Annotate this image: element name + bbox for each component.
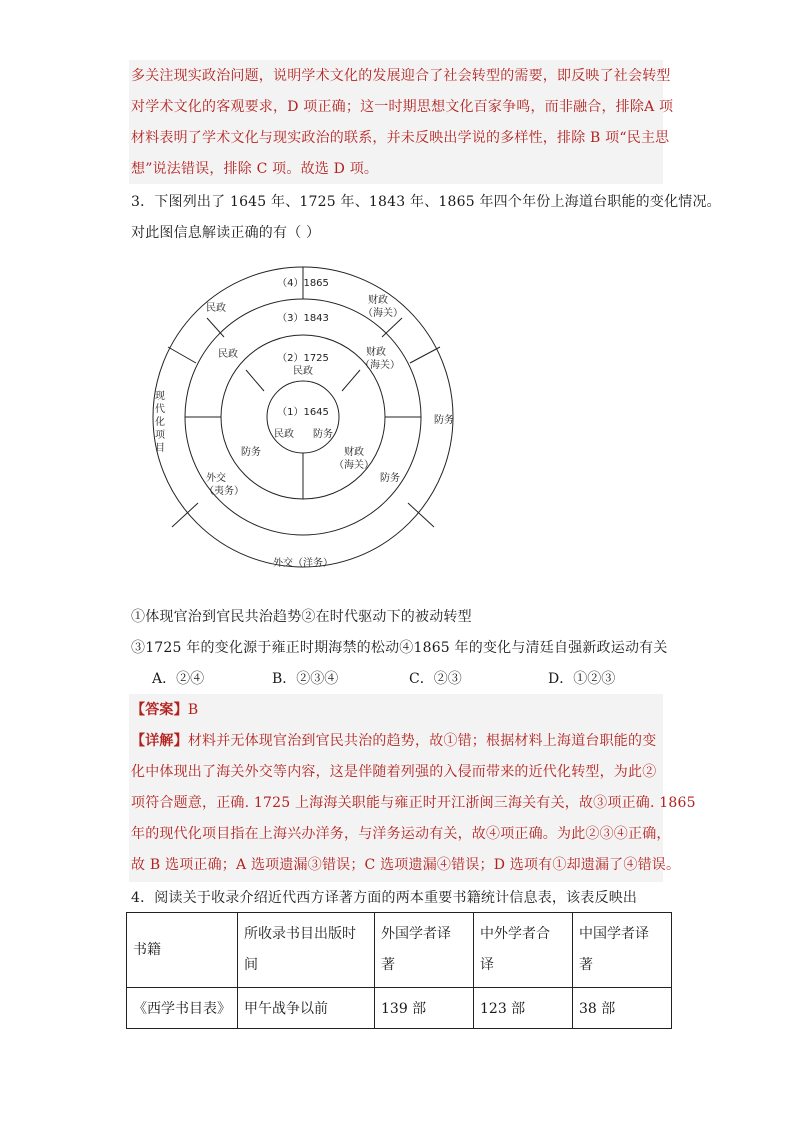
option-c[interactable]: C．②③ [409,671,462,687]
ring4-vertical-label: 目 [155,443,165,454]
column-header: 中外学者合 译 [474,913,573,988]
column-header: 中国学者译 著 [573,913,672,988]
ring3-label: 外交 [206,473,226,484]
detail-text: 【详解】材料并无体现官治到官民共治的趋势，故①错；根据材料上海道台职能的变 化中体现出了海关外交等内容，这是伴随着列强的入侵而带来的近代化转型，为此② 项符合题意，正确. 1725 上海海关职能与雍正时开江浙闽三海关有关，故③项正确. 1865 年的现代化项目指在上海兴办洋务，与洋务运动有关，故④项正确。为此②③④正确， 故 B 选项正确；A 选项遗漏③错误；C 选项遗漏④错误；D 选项有①却遗漏了④错误。 [131,733,696,873]
detail-label: 【详解】 [131,733,188,749]
table-cell: 《西学书目表》 [127,988,238,1029]
ring4-label: 财政 [368,295,388,306]
ring4-label: 外交（洋务） [273,558,333,569]
table-cell: 甲午战争以前 [238,988,375,1029]
table-header-row [127,913,672,988]
ring1-year-label: （1）1645 [277,407,329,418]
question-3-statements: ①体现官治到官民共治趋势②在时代驱动下的被动转型 ③1725 年的变化源于雍正时期海禁的松动④1865 年的变化与清廷自强新政运动有关 [131,609,668,656]
books-table [126,912,672,1029]
ring3-label: （海关） [360,360,400,371]
ring3-year-label: （3）1843 [277,313,329,324]
shanghai-daotai-ring-diagram [140,255,466,585]
ring4-label: 防务 [434,415,454,426]
ring2-label: （海关） [334,460,374,471]
ring4-label: 民政 [206,303,226,314]
ring4-vertical-label: 项 [155,430,165,441]
ring1-label: 防务 [313,429,333,440]
ring1-label: 民政 [274,429,294,440]
explanation-line: 多关注现实政治问题，说明学术文化的发展迎合了社会转型的需要，即反映了社会转型 [131,68,671,84]
question-3-stem: 3．下图列出了 1645 年、1725 年、1843 年、1865 年四个年份上海道台职能的变化情况。 对此图信息解读正确的有（ ） [131,194,721,241]
ring4-label: （海关） [363,308,403,319]
table-cell: 139 部 [375,988,474,1029]
explanation-line: 对学术文化的客观要求，D 项正确；这一时期思想文化百家争鸣，而非融合，排除A 项 [131,99,674,115]
column-header: 所收录书目出版时 间 [238,913,375,988]
table-cell: 38 部 [573,988,672,1029]
option-d[interactable]: D．①②③ [548,671,616,687]
ring3-label: 防务 [380,473,400,484]
explanation-line: 材料表明了学术文化与现实政治的联系，并未反映出学说的多样性，排除 B 项“民主思 [131,130,670,146]
column-header: 书籍 [127,913,238,988]
answer-value: B [187,702,199,718]
ring3-label: 防务 [241,447,261,458]
option-a[interactable]: A．②④ [152,671,205,687]
ring2-label: 民政 [293,366,313,377]
ring4-vertical-label: 现 [155,391,165,402]
column-header: 外国学者译 著 [375,913,474,988]
question-4-stem: 4．阅读关于收录介绍近代西方译著方面的两本重要书籍统计信息表，该表反映出 [131,890,638,906]
ring3-label: 财政 [366,347,386,358]
ring4-vertical-label: 化 [155,417,165,428]
option-b[interactable]: B．②③④ [272,671,339,687]
answer-line [131,695,663,726]
ring3-label: （夷务） [204,486,244,497]
ring4-year-label: （4）1865 [277,278,329,289]
explanation-text [131,61,674,185]
answer-label: 【答案】 [131,702,188,718]
ring2-year-label: （2）1725 [277,353,329,364]
ring3-label: 民政 [218,349,238,360]
explanation-line: 想”说法错误，排除 C 项。故选 D 项。 [131,161,379,177]
table-cell: 123 部 [474,988,573,1029]
table-row [127,988,672,1029]
ring2-label: 财政 [344,447,364,458]
ring4-vertical-label: 代 [155,404,165,415]
